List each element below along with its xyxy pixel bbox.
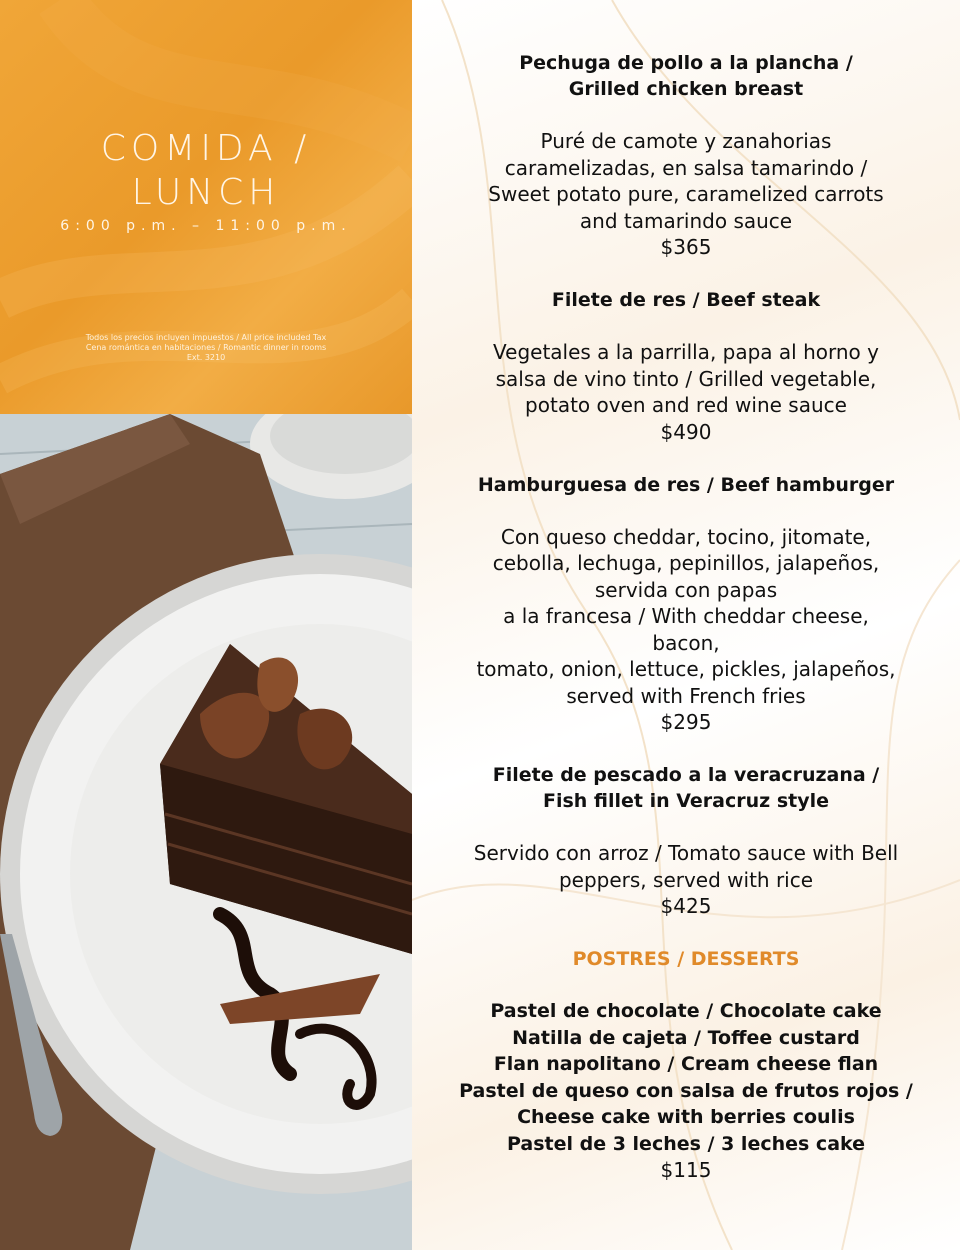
menu-content (412, 50, 960, 1210)
dessert-item: Pastel de 3 leches / 3 leches cake (506, 1132, 866, 1155)
title-panel (0, 0, 412, 414)
desc-line: served with French fries (566, 683, 806, 708)
menu-item (412, 472, 960, 736)
desc-line: Servido con arroz / Tomato sauce with Bell (473, 841, 899, 865)
desc-line: cebolla, lechuga, pepinillos, jalapeños, (492, 551, 880, 575)
title-line-2: LUNCH (131, 172, 281, 213)
menu-item (412, 762, 960, 919)
dish-description (412, 339, 960, 419)
dessert-item: Flan napolitano / Cream cheese flan (493, 1053, 879, 1075)
dish-name-line: Grilled chicken breast (568, 78, 804, 100)
desserts-section (412, 946, 960, 1183)
notes (0, 333, 412, 363)
menu-item (412, 287, 960, 445)
desc-line: tomato, onion, lettuce, pickles, jalapeños, (476, 657, 896, 681)
dish-description (412, 840, 960, 893)
desc-line: Sweet potato pure, caramelized carrots (488, 182, 884, 206)
left-panel (0, 0, 412, 1250)
menu-item (412, 50, 960, 260)
desc-line: peppers, served with rice (558, 867, 814, 892)
dish-name (412, 762, 960, 814)
desc-line: Vegetales a la parrilla, papa al horno y (493, 340, 879, 364)
dessert-item: Cheese cake with berries coulis (517, 1106, 855, 1128)
dish-name (412, 287, 960, 313)
note-dinner: Cena romántica en habitaciones / Romantic dinner in rooms (85, 343, 327, 352)
menu-panel (412, 0, 960, 1250)
dish-name-line: Hamburguesa de res / Beef hamburger (477, 473, 895, 496)
dish-name-line: Filete de res / Beef steak (551, 289, 821, 311)
dessert-price: $115 (660, 1158, 712, 1182)
dessert-item: Natilla de cajeta / Toffee custard (512, 1026, 860, 1049)
desc-line: bacon, (652, 630, 720, 655)
service-hours: 6:00 p.m. – 11:00 p.m. (60, 218, 352, 234)
dessert-item: Pastel de queso con salsa de frutos rojos / (459, 1079, 913, 1102)
dish-name (412, 472, 960, 498)
dish-price: $365 (660, 235, 712, 259)
dish-name (412, 50, 960, 102)
desc-line: servida con papas (594, 577, 778, 602)
dish-name-line: Fish fillet in Veracruz style (542, 790, 830, 812)
dish-price: $295 (660, 710, 712, 734)
desserts-heading: POSTRES / DESSERTS (572, 948, 800, 970)
dessert-list (412, 998, 960, 1157)
dish-price: $425 (660, 894, 712, 918)
dish-name-line: Filete de pescado a la veracruzana / (492, 764, 880, 786)
title-line-1: COMIDA / (100, 128, 312, 169)
desc-line: a la francesa / With cheddar cheese, (503, 604, 869, 628)
dish-description (412, 524, 960, 710)
cake-photo (0, 414, 412, 1250)
dish-name-line: Pechuga de pollo a la plancha / (519, 52, 853, 74)
dish-price: $490 (660, 419, 712, 444)
desc-line: salsa de vino tinto / Grilled vegetable, (495, 366, 877, 391)
desc-line: and tamarindo sauce (579, 208, 793, 233)
desc-line: potato oven and red wine sauce (525, 393, 847, 417)
desc-line: Con queso cheddar, tocino, jitomate, (500, 524, 872, 549)
note-tax: Todos los precios incluyen impuestos / All price included Tax (85, 333, 327, 342)
desc-line: caramelizadas, en salsa tamarindo / (504, 155, 868, 180)
desc-line: Puré de camote y zanahorias (540, 129, 832, 153)
note-ext: Ext. 3210 (186, 353, 226, 362)
dessert-item: Pastel de chocolate / Chocolate cake (490, 1000, 882, 1022)
dish-description (412, 128, 960, 234)
